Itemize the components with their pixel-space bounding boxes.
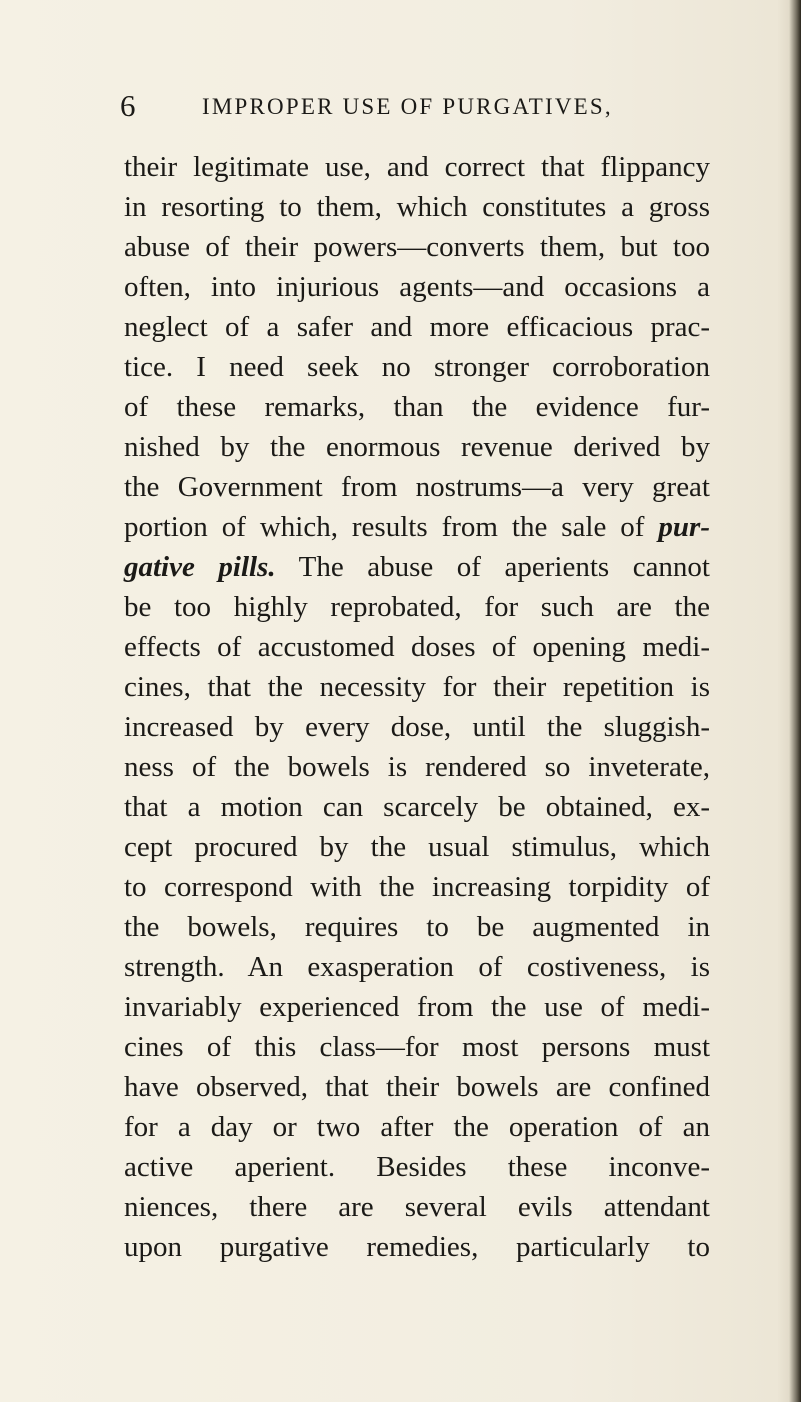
italic-phrase: gative pills.	[124, 551, 276, 583]
text-line: abuse of their powers—converts them, but too	[124, 231, 710, 263]
text-line: cept procured by the usual stimulus, which	[124, 831, 710, 863]
text-line: that a motion can scarcely be obtained, ex-	[124, 791, 710, 823]
text-line: invariably experienced from the use of medi-	[124, 991, 710, 1023]
text-line: often, into injurious agents—and occasions a	[124, 271, 710, 303]
text-line: of these remarks, than the evidence fur-	[124, 391, 710, 423]
text-line: ness of the bowels is rendered so inveterate,	[124, 751, 710, 783]
text-line-with-italic	[124, 507, 710, 547]
text-line: the Government from nostrums—a very great	[124, 471, 710, 503]
chapter-title: IMPROPER USE OF PURGATIVES,	[202, 94, 613, 119]
text-line: tice. I need seek no stronger corroboration	[124, 351, 710, 383]
text-line: niences, there are several evils attendant	[124, 1191, 710, 1223]
text-line: cines, that the necessity for their repetition is	[124, 671, 710, 703]
text-line: strength. An exasperation of costiveness, is	[124, 951, 710, 983]
text-line: increased by every dose, until the sluggish-	[124, 711, 710, 743]
text-line: the bowels, requires to be augmented in	[124, 911, 710, 943]
italic-phrase: pur-	[658, 511, 710, 543]
text-line: to correspond with the increasing torpidity of	[124, 871, 710, 903]
running-head	[120, 88, 740, 128]
text-line: cines of this class—for most persons must	[124, 1031, 710, 1063]
page-gutter-shadow	[789, 0, 801, 1402]
text-segment: The abuse of aperients cannot	[298, 551, 710, 583]
text-line: upon purgative remedies, particularly to	[124, 1231, 710, 1263]
text-line-with-italic	[124, 547, 710, 587]
text-line: be too highly reprobated, for such are the	[124, 591, 710, 623]
body-text	[124, 147, 710, 1267]
text-line: their legitimate use, and correct that flippancy	[124, 151, 710, 183]
text-line: nished by the enormous revenue derived by	[124, 431, 710, 463]
page-number: 6	[120, 88, 136, 123]
text-line: neglect of a safer and more efficacious prac-	[124, 311, 710, 343]
text-line: have observed, that their bowels are confined	[124, 1071, 710, 1103]
text-segment: portion of which, results from the sale of	[124, 511, 645, 543]
text-line: effects of accustomed doses of opening medi-	[124, 631, 710, 663]
text-line: active aperient. Besides these inconve-	[124, 1151, 710, 1183]
text-line: for a day or two after the operation of an	[124, 1111, 710, 1143]
text-line: in resorting to them, which constitutes a gross	[124, 191, 710, 223]
